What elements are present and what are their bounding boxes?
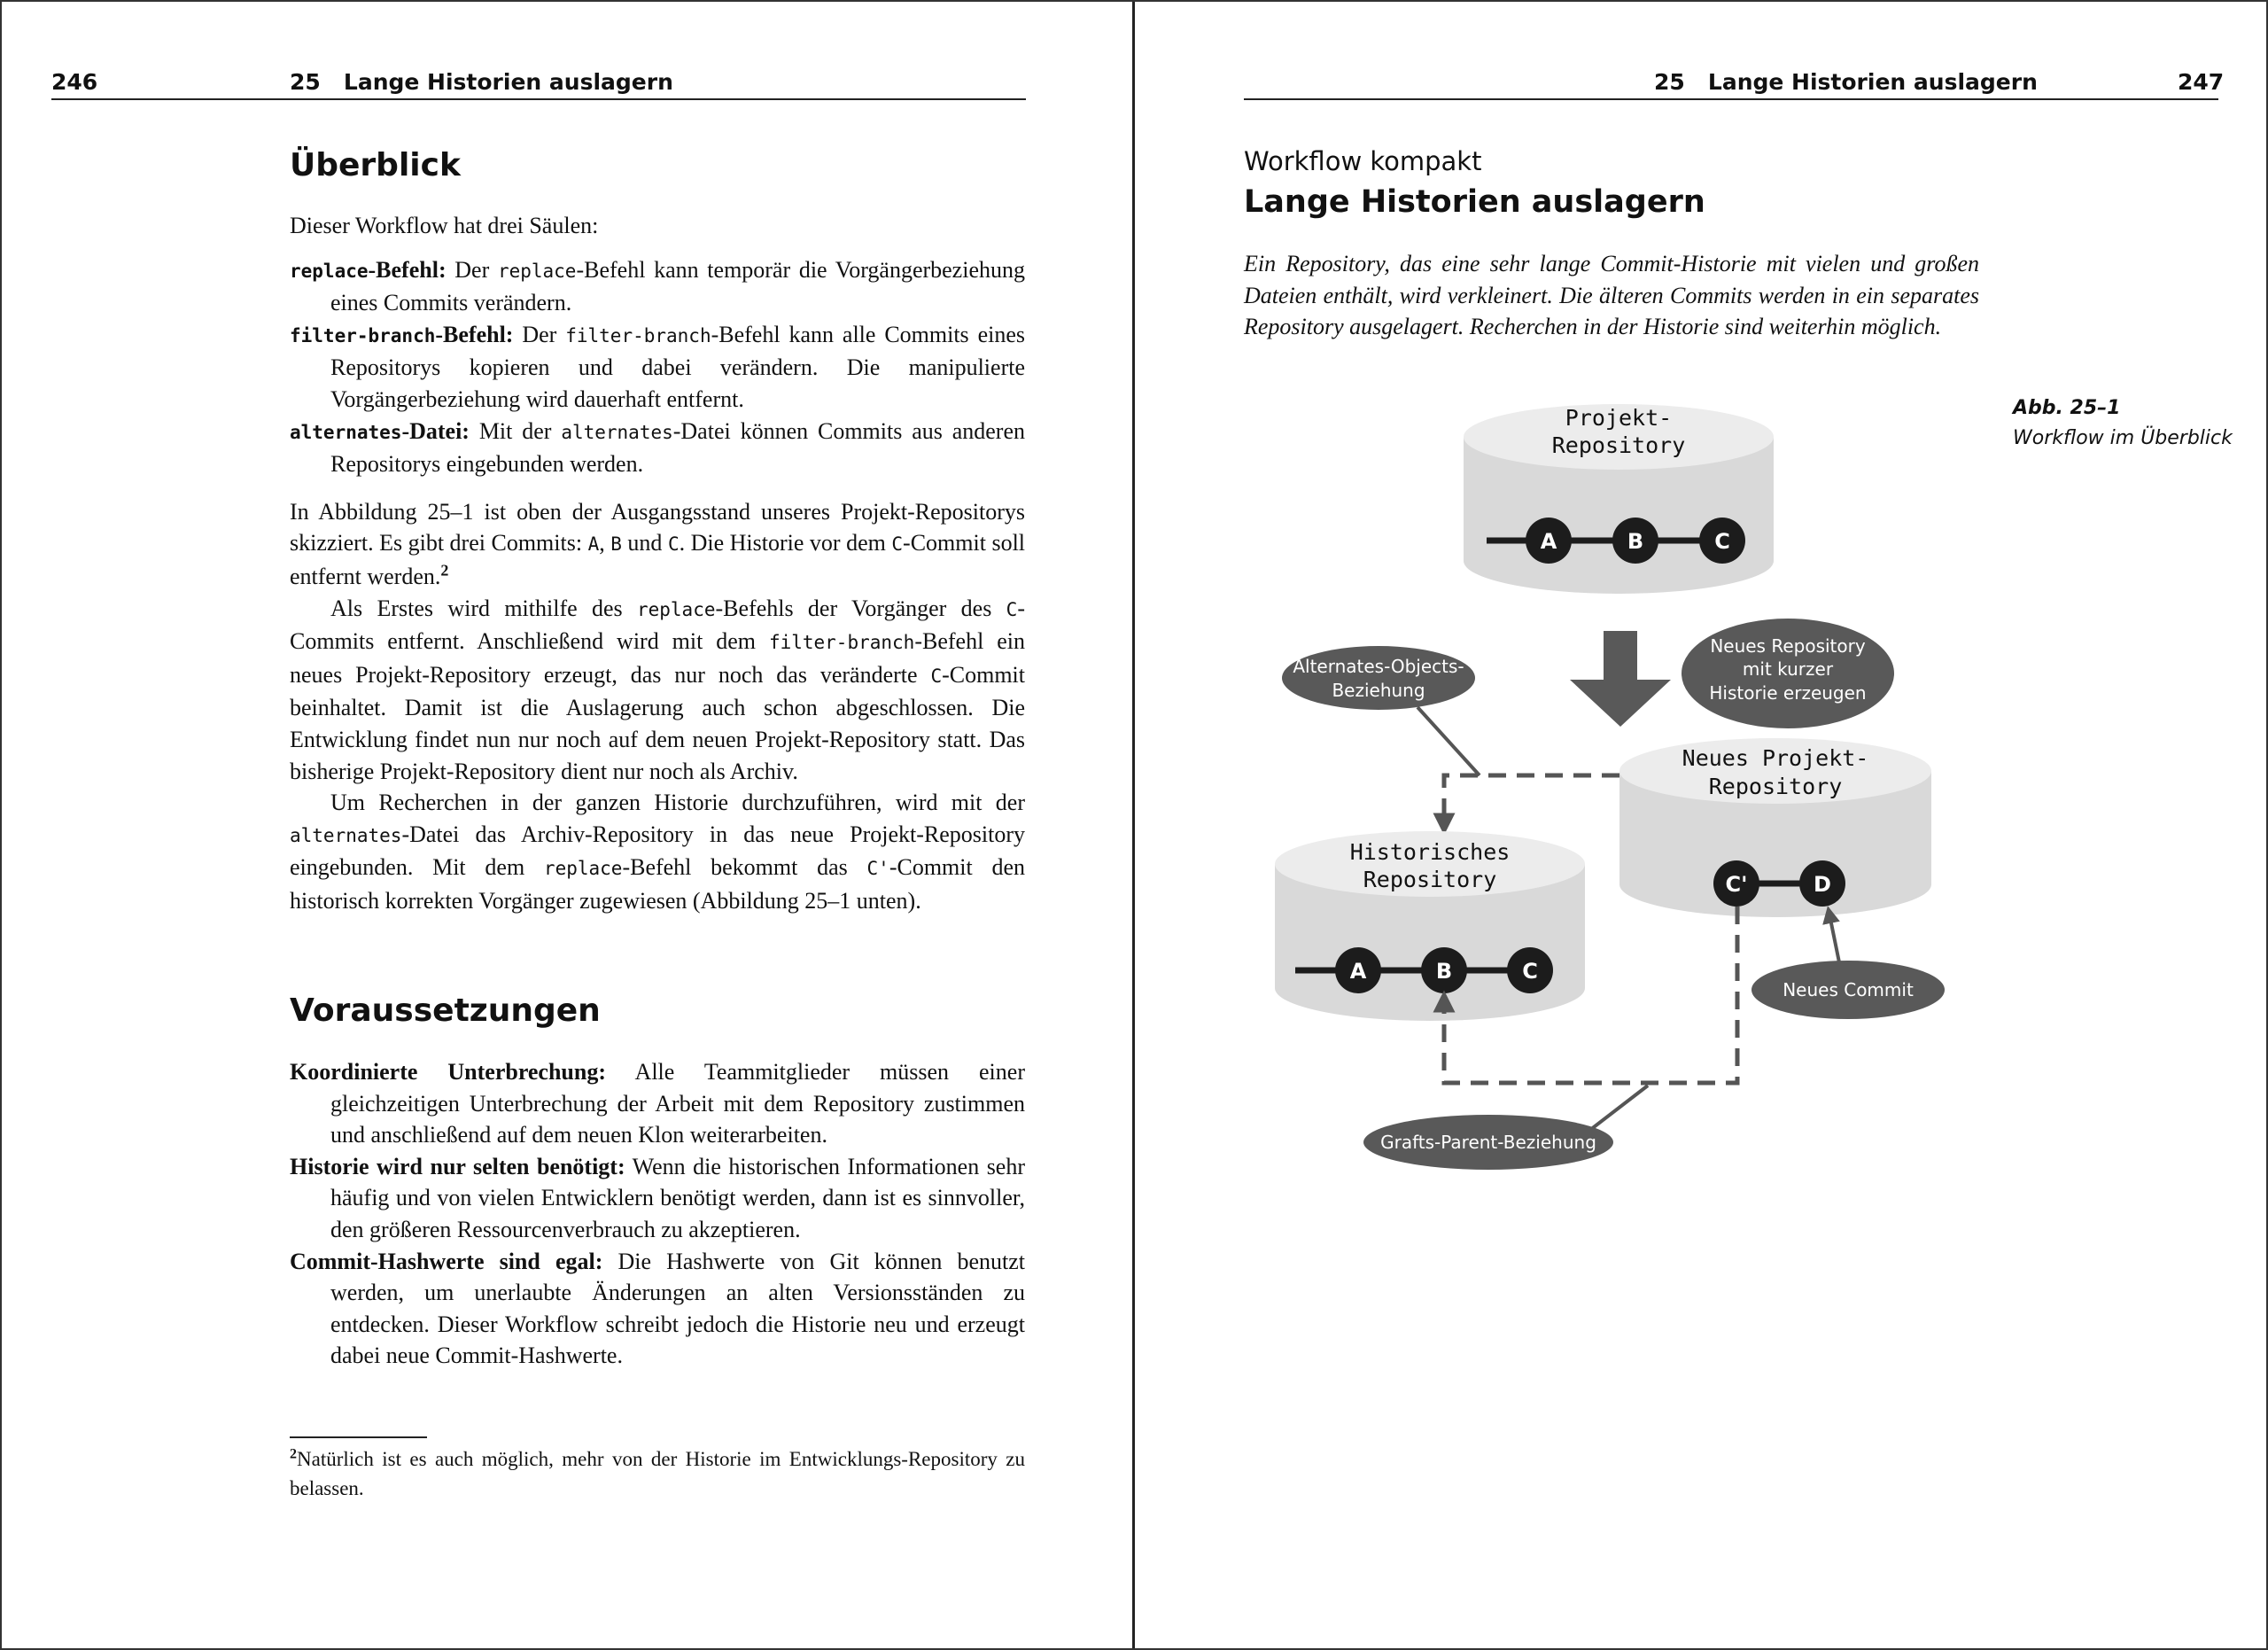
figure-caption (2013, 393, 2233, 454)
footnote: $^2$Natürlich ist es auch möglich, mehr von der Historie im Entwicklungs-Repository zu belassen. (290, 1446, 1025, 1499)
workflow-title: Lange Historien auslagern (1244, 184, 1705, 220)
pillar-item: filter-branch-Befehl: Der filter-branch-Befehl kann alle Commits eines Repositorys kopieren und dabei verändern. Die manipulierte Vorgängerbeziehung wird dauerhaft entfernt. (290, 321, 1025, 412)
bubble-pointer (1418, 707, 1480, 775)
commit-label: A (1349, 959, 1367, 984)
pillar-item: replace-Befehl: Der replace-Befehl kann temporär die Vorgängerbeziehung eines Commits verändern. (290, 256, 1025, 316)
alternates-dashed-arrow (1444, 775, 1619, 824)
repo-label: Repository (1363, 867, 1497, 892)
commit-label: B (1435, 959, 1453, 984)
commit-label: A (1540, 529, 1557, 554)
running-head-left: 25 Lange Historien auslagern (290, 69, 673, 95)
new-commit-arrow (1829, 915, 1839, 962)
bubble-text: Alternates-Objects- (1293, 656, 1464, 677)
header-rule-right (1244, 98, 2218, 100)
bubble-text: mit kurzer (1742, 658, 1834, 680)
historic-repository-cylinder (1275, 831, 1585, 1021)
repo-label: Historisches (1349, 839, 1511, 865)
body-paragraph: In Abbildung 25–1 ist oben der Ausgangsstand unseres Projekt-Repositorys skizziert. Es gibt drei Commits: A, B und C. Die Historie vor dem C-Commit soll entfernt werden.$^2$ (290, 498, 1026, 589)
bubble-grafts (1363, 1115, 1613, 1170)
new-project-repository-cylinder (1619, 738, 1931, 917)
workflow-summary: Ein Repository, das eine sehr lange Commit-Historie mit vielen und großen Dateien enthält, wird verkleinert. Die älteren Commits werden in ein separates Repository ausgelagert. Recherchen in der Historie sind weiterhin möglich. (1244, 251, 1979, 340)
commit-label: C (1522, 959, 1538, 984)
prerequisite-item: Commit-Hashwerte sind egal: Die Hashwerte von Git können benutzt werden, um unerlaubte Änderungen an alten Versionsständen zu entdecken. Dieser Workflow schreibt jedoch die Historie neu und erzeugt dabei neue Commit-Hashwerte. (290, 1248, 1025, 1369)
workflow-kicker: Workflow kompakt (1244, 146, 1482, 176)
repo-label: Repository (1551, 432, 1686, 458)
body-paragraph: Um Recherchen in der ganzen Historie durchzuführen, wird mit der alternates-Datei das Archiv-Repository in das neue Projekt-Repository eingebunden. Mit dem replace-Befehl bekommt das C'-Commit den historisch korrekten Vorgänger zugewiesen (Abbildung 25–1 unten). (290, 790, 1025, 914)
figure-caption-text: Workflow im Überblick (2013, 427, 2233, 449)
commit-label: D (1814, 872, 1831, 897)
page-number-right: 247 (2178, 69, 2225, 95)
running-head-right: 25 Lange Historien auslagern (1654, 69, 2038, 95)
prerequisite-item: Koordinierte Unterbrechung: Alle Teammitglieder müssen einer gleichzeitigen Unterbrechung der Arbeit mit dem Repository zustimmen und anschließend auf dem neuen Klon weiterarbeiten. (290, 1059, 1025, 1148)
commit-label: C' (1725, 872, 1748, 897)
body-paragraph: Als Erstes wird mithilfe des replace-Befehls der Vorgänger des C-Commits entfernt. Anschließend wird mit dem filter-branch-Befehl ein neues Projekt-Repository erzeugt, das nur noch das veränderte C-Commit beinhaltet. Damit ist die Auslagerung auch schon abgeschlossen. Die Entwicklung findet nun nur noch auf dem neuen Projekt-Repository statt. Das bisherige Projekt-Repository dient nur noch als Archiv. (290, 595, 1025, 784)
bubble-text: Neues Repository (1710, 635, 1866, 657)
bubble-text: Grafts-Parent-Beziehung (1380, 1132, 1596, 1153)
heading-voraussetzungen: Voraussetzungen (290, 992, 601, 1029)
workflow-diagram (1240, 390, 2002, 1170)
repo-label: Neues Projekt- (1682, 745, 1869, 771)
bubble-new-repository (1682, 619, 1894, 728)
bubble-alternates (1282, 646, 1475, 710)
bubble-text: Historie erzeugen (1709, 682, 1867, 704)
down-arrow-icon (1570, 631, 1671, 727)
bubble-new-commit (1751, 961, 1945, 1019)
bubble-pointer (1590, 1086, 1648, 1130)
repo-label: Repository (1708, 774, 1843, 799)
footnote-marker: 2 (440, 561, 449, 580)
repo-label: Projekt- (1565, 405, 1673, 431)
figure-label: Abb. 25–1 (2013, 397, 2121, 419)
bubble-text: Beziehung (1332, 680, 1425, 701)
project-repository-cylinder (1464, 404, 1774, 594)
page-number-left: 246 (51, 69, 98, 95)
commit-label: B (1627, 529, 1644, 554)
pillar-item: alternates-Datei: Mit der alternates-Datei können Commits aus anderen Repositorys eingebunden werden. (290, 417, 1025, 478)
commit-label: C (1714, 529, 1730, 554)
bubble-text: Neues Commit (1783, 979, 1914, 1000)
heading-ueberblick: Überblick (290, 147, 461, 183)
prerequisite-item: Historie wird nur selten benötigt: Wenn die historischen Informationen sehr häufig und von vielen Entwicklern benötigt werden, dann ist es sinnvoller, den größeren Ressourcenverbrauch zu akzeptieren. (290, 1153, 1026, 1242)
intro-paragraph: Dieser Workflow hat drei Säulen: (290, 213, 599, 238)
